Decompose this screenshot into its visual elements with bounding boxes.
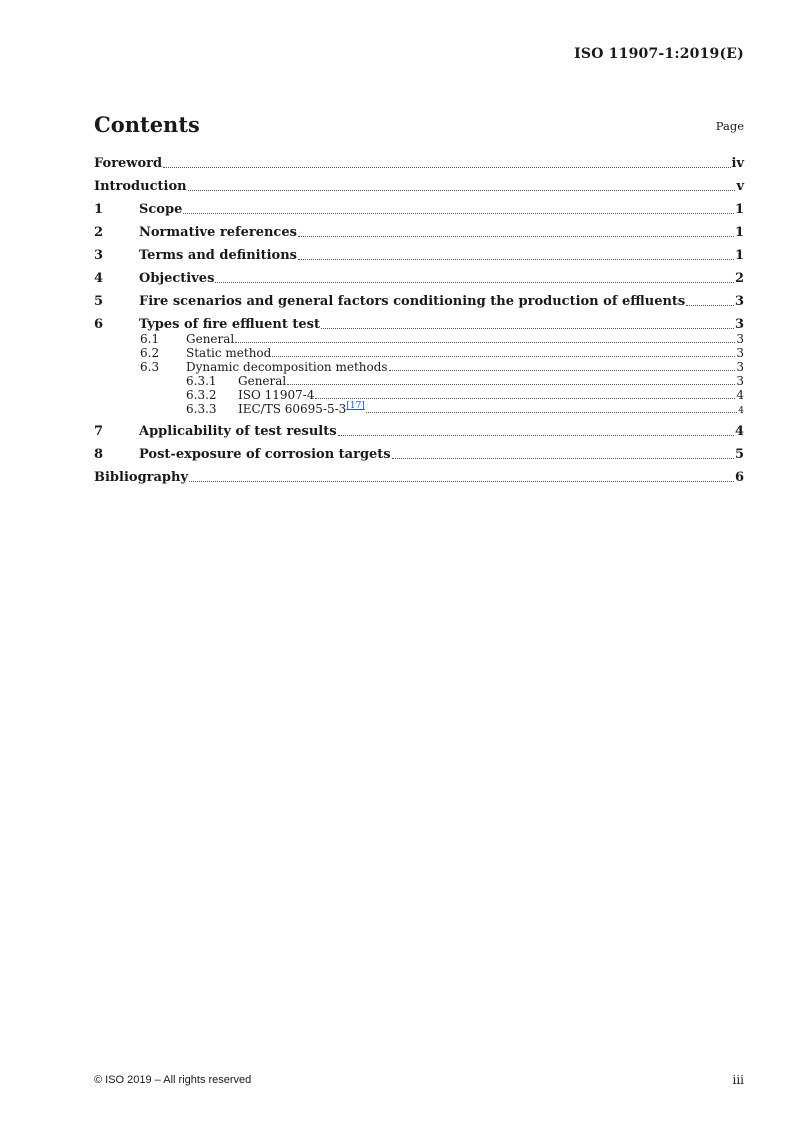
toc-entry-number: 1 <box>94 202 104 217</box>
toc-entry-number: 6.1 <box>140 332 160 346</box>
toc-entry-4[interactable] <box>94 269 744 286</box>
toc-entry-title: Types of fire effluent test <box>139 317 320 332</box>
dot-leader <box>366 412 737 413</box>
copyright-notice: © ISO 2019 – All rights reserved <box>94 1074 252 1086</box>
toc-entry-6-3-2[interactable] <box>94 388 744 402</box>
toc-entry-title: Scope <box>139 202 183 217</box>
toc-entry-6-3-3[interactable] <box>94 402 744 416</box>
dot-leader <box>321 328 734 329</box>
toc-entry-3[interactable] <box>94 246 744 263</box>
dot-leader <box>272 356 735 357</box>
toc-entry-title: ISO 11907-4 <box>238 388 315 402</box>
toc-entry-number: 6.3.2 <box>186 388 217 402</box>
toc-entry-number: 2 <box>94 225 104 240</box>
toc-entry-page: 6 <box>734 470 744 485</box>
toc-entry-number: 8 <box>94 447 104 462</box>
toc-entry-page: 2 <box>734 271 744 286</box>
toc-entry-page: 5 <box>734 447 744 462</box>
toc-entry-title: Static method <box>186 346 272 360</box>
toc-entry-title: Post-exposure of corrosion targets <box>139 447 391 462</box>
table-of-contents <box>94 154 744 485</box>
toc-entry-2[interactable] <box>94 223 744 240</box>
toc-entry-5[interactable] <box>94 292 744 309</box>
toc-entry-number: 4 <box>94 271 104 286</box>
toc-entry-page: 1 <box>734 202 744 217</box>
dot-leader <box>189 481 734 482</box>
toc-entry-6[interactable] <box>94 315 744 332</box>
toc-entry-title: Introduction <box>94 179 187 194</box>
contents-heading: Contents <box>94 112 200 137</box>
dot-leader <box>338 435 734 436</box>
toc-entry-title: Bibliography <box>94 470 189 485</box>
toc-entry-page: v <box>736 179 744 194</box>
toc-entry-number: 6.3.1 <box>186 374 217 388</box>
toc-entry-bibliography[interactable] <box>94 468 744 485</box>
toc-entry-page: 3 <box>736 374 744 388</box>
toc-entry-foreword[interactable] <box>94 154 744 171</box>
dot-leader <box>389 370 736 371</box>
toc-entry-number: 5 <box>94 294 104 309</box>
document-id: ISO 11907-1:2019(E) <box>574 46 744 62</box>
toc-entry-introduction[interactable] <box>94 177 744 194</box>
dot-leader <box>235 342 735 343</box>
toc-entry-1[interactable] <box>94 200 744 217</box>
dot-leader <box>188 190 736 191</box>
dot-leader <box>183 213 734 214</box>
toc-entry-6-2[interactable] <box>94 346 744 360</box>
toc-entry-title-text: IEC/TS 60695-5-3 <box>238 402 347 416</box>
toc-entry-page: 3 <box>736 346 744 360</box>
toc-entry-number: 3 <box>94 248 104 263</box>
dot-leader <box>298 259 734 260</box>
dot-leader <box>315 398 735 399</box>
toc-entry-page: 4 <box>736 388 744 402</box>
toc-entry-page: 3 <box>734 317 744 332</box>
bibliography-reference-link[interactable]: [17] <box>346 401 365 411</box>
toc-entry-title: General <box>238 374 287 388</box>
page-number: iii <box>732 1073 744 1087</box>
toc-entry-6-3-1[interactable] <box>94 374 744 388</box>
toc-entry-number: 6.3.3 <box>186 402 217 416</box>
dot-leader <box>298 236 734 237</box>
dot-leader <box>287 384 735 385</box>
toc-entry-6-1[interactable] <box>94 332 744 346</box>
toc-entry-page: 4 <box>738 406 744 416</box>
toc-entry-title: Applicability of test results <box>139 424 337 439</box>
toc-entry-number: 6.2 <box>140 346 160 360</box>
toc-entry-title <box>238 402 365 416</box>
toc-entry-page: 1 <box>734 225 744 240</box>
page-column-label: Page <box>715 119 744 133</box>
dot-leader <box>686 305 734 306</box>
dot-leader <box>215 282 734 283</box>
toc-entry-title: Objectives <box>139 271 215 286</box>
toc-entry-title: Fire scenarios and general factors conditioning the production of effluents <box>139 294 686 309</box>
toc-entry-page: 3 <box>736 360 744 374</box>
toc-entry-title: Normative references <box>139 225 297 240</box>
toc-entry-page: 3 <box>734 294 744 309</box>
toc-entry-title: Foreword <box>94 156 163 171</box>
toc-entry-7[interactable] <box>94 422 744 439</box>
toc-entry-number: 6 <box>94 317 104 332</box>
toc-entry-page: 4 <box>734 424 744 439</box>
toc-entry-title: Terms and definitions <box>139 248 297 263</box>
toc-entry-number: 7 <box>94 424 104 439</box>
toc-entry-page: 1 <box>734 248 744 263</box>
toc-entry-number: 6.3 <box>140 360 160 374</box>
toc-entry-title: General <box>186 332 235 346</box>
toc-entry-page: iv <box>731 156 744 171</box>
dot-leader <box>392 458 734 459</box>
dot-leader <box>163 167 730 168</box>
toc-entry-6-3[interactable] <box>94 360 744 374</box>
toc-entry-title: Dynamic decomposition methods <box>186 360 388 374</box>
toc-entry-page: 3 <box>736 332 744 346</box>
toc-entry-8[interactable] <box>94 445 744 462</box>
